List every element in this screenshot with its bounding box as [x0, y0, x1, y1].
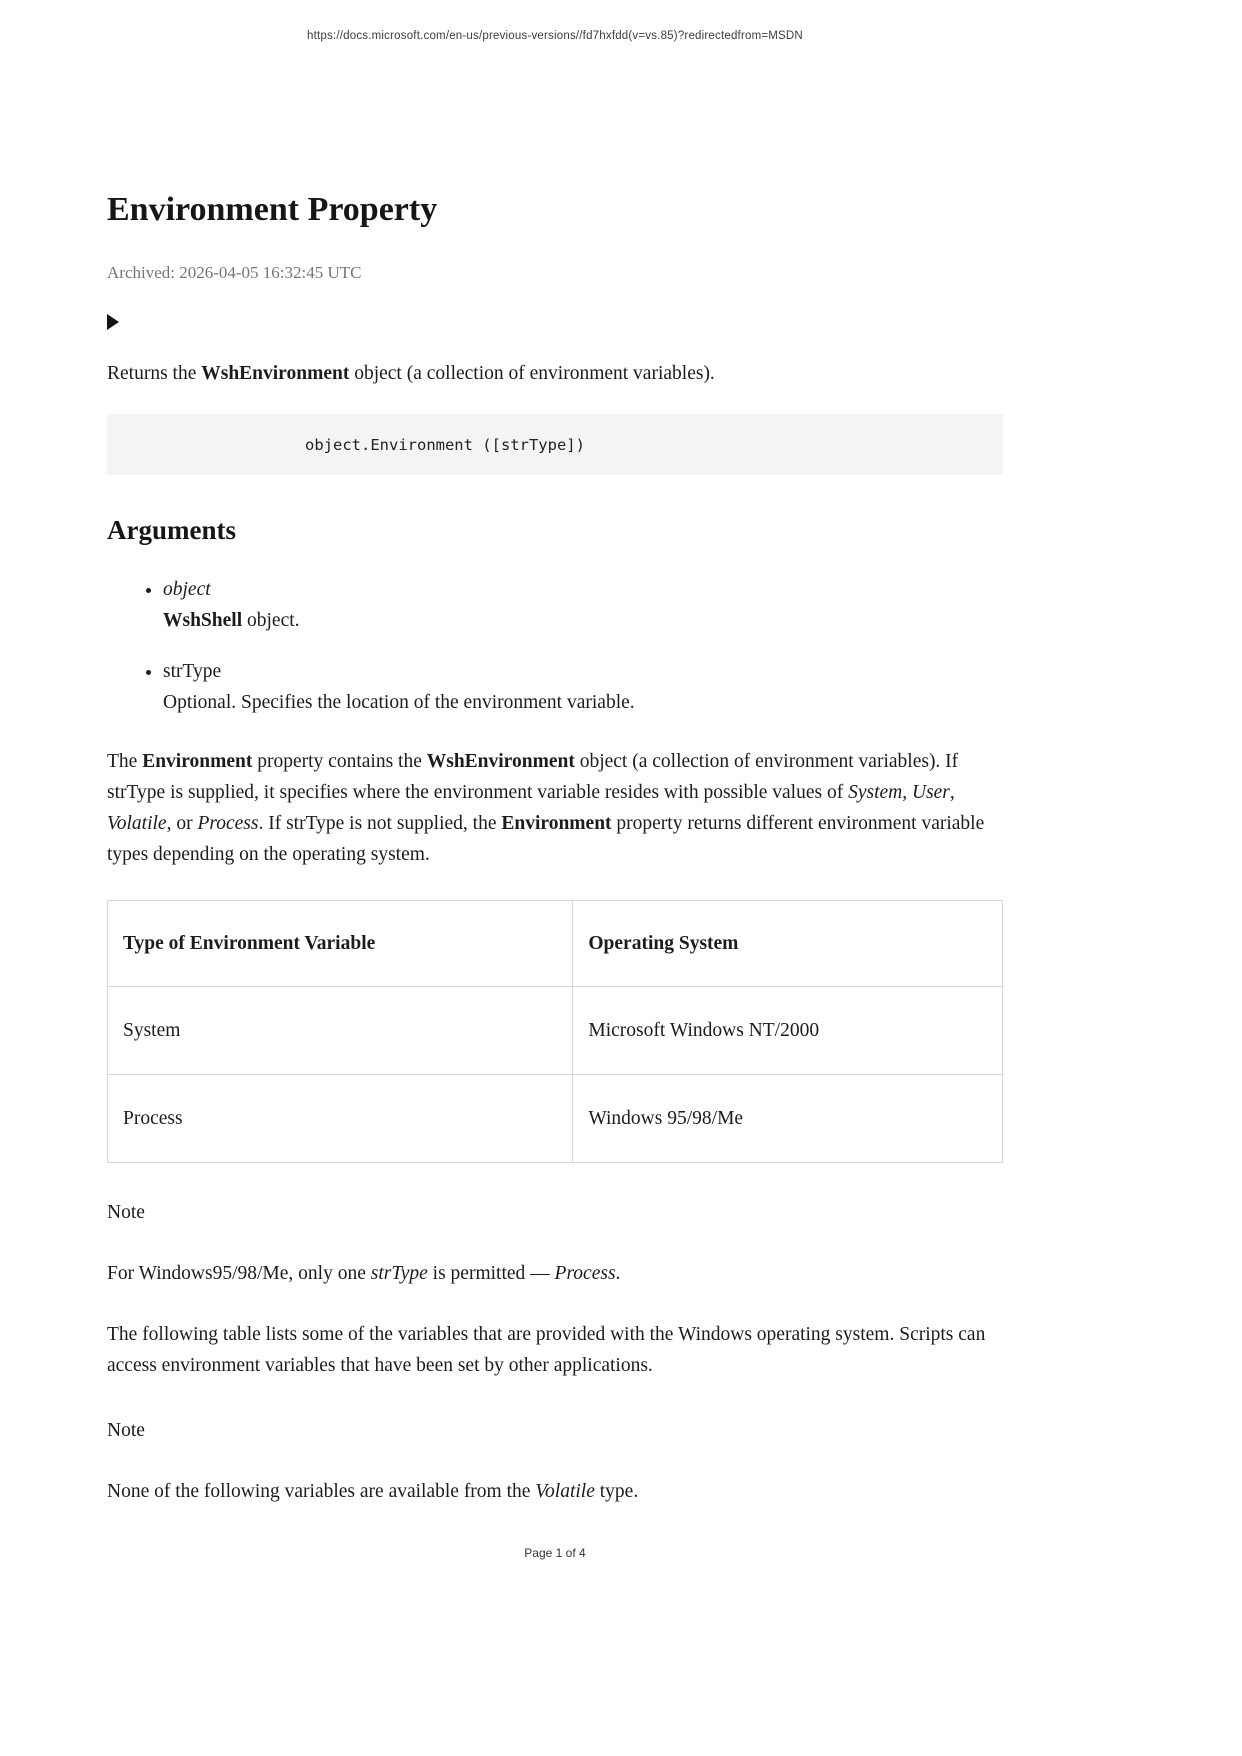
- argument-term: • object: [163, 579, 211, 601]
- argument-definition: Optional. Specifies the location of the environment variable.: [163, 692, 635, 714]
- env-variable-table: [107, 900, 1003, 1163]
- page-title: Environment Property: [107, 191, 438, 228]
- disclosure-row: [107, 313, 1003, 331]
- environment-description-paragraph: The Environment property contains the WshEnvironment object (a collection of environment variables). If strType is supplied, it specifies where the environment variable resides with possible values of System, User, Volatile, or Process. If strType is not supplied, the Environment property returns different environment variable types depending on the operating system.: [107, 751, 985, 866]
- table-row: [108, 1075, 1003, 1163]
- code-block: [107, 414, 1003, 475]
- header-url: https://docs.microsoft.com/en-us/previous-versions//fd7hxfdd(v=vs.85)?redirectedfrom=MSDN: [307, 30, 803, 42]
- note-label: Note: [107, 1202, 145, 1224]
- arguments-list: [107, 574, 1003, 718]
- argument-term: • strType: [163, 661, 222, 683]
- arguments-heading: Arguments: [107, 515, 236, 546]
- disclosure-triangle-icon[interactable]: [107, 314, 119, 330]
- note-label: Note: [107, 1420, 145, 1442]
- following-tables-paragraph: The following table lists some of the variables that are provided with the Windows operating system. Scripts can access environment variables that have been set by other applications.: [107, 1324, 986, 1377]
- table-header-row: [108, 901, 1003, 987]
- argument-definition: WshShell object.: [163, 610, 300, 632]
- table-cell: System: [108, 987, 573, 1075]
- list-item: [163, 656, 1003, 718]
- archived-timestamp: Archived: 2026-04-05 16:32:45 UTC: [107, 263, 362, 283]
- code-text: object.Environment ([strType]): [305, 435, 585, 454]
- note-paragraph: None of the following variables are available from the Volatile type.: [107, 1481, 639, 1503]
- table-cell: Process: [108, 1075, 573, 1163]
- table-cell: Microsoft Windows NT/2000: [573, 987, 1003, 1075]
- note-paragraph: For Windows95/98/Me, only one strType is permitted — Process.: [107, 1263, 621, 1285]
- returns-paragraph: Returns the WshEnvironment object (a collection of environment variables).: [107, 363, 715, 385]
- table-cell: Windows 95/98/Me: [573, 1075, 1003, 1163]
- list-item: [163, 574, 1003, 636]
- page-number: Page 1 of 4: [524, 1546, 586, 1560]
- table-header-cell: Operating System: [573, 901, 1003, 987]
- table-header-cell: Type of Environment Variable: [108, 901, 573, 987]
- article-content: [107, 0, 1003, 1507]
- table-row: [108, 987, 1003, 1075]
